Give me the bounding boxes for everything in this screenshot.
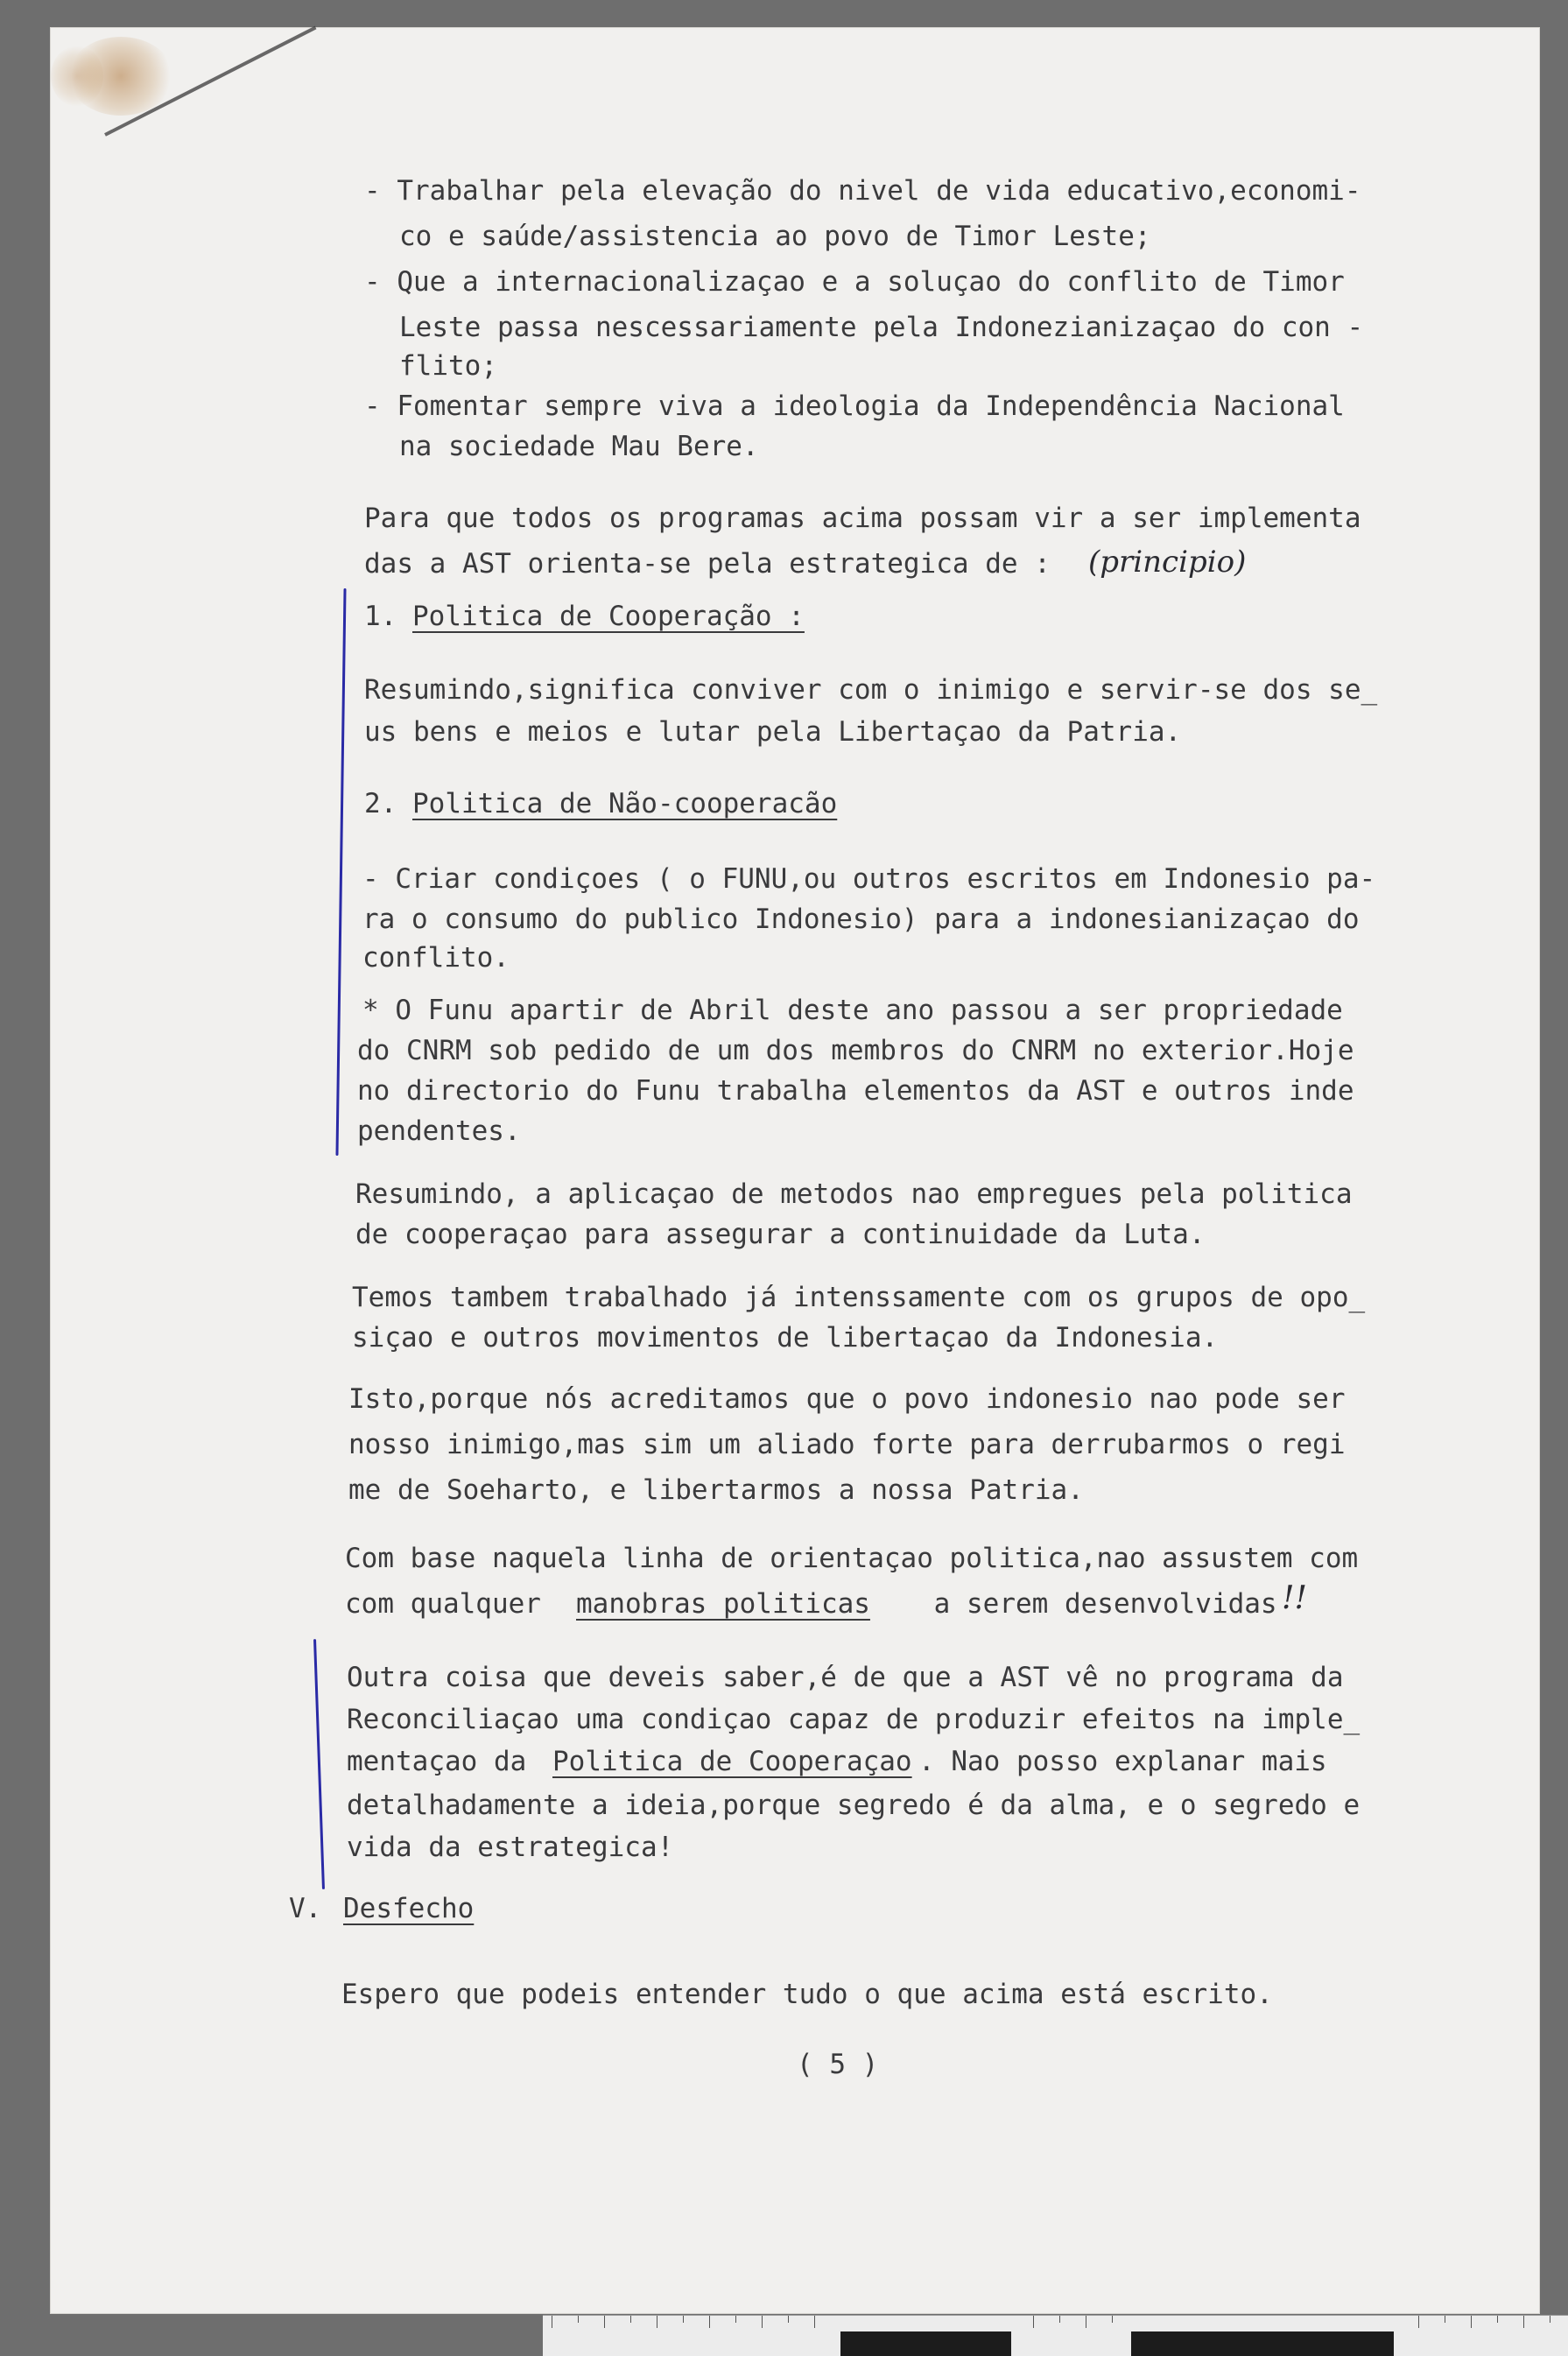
document-page bbox=[51, 28, 1539, 2313]
text-line: - Criar condiçoes ( o FUNU,ou outros escritos em Indonesio pa- bbox=[362, 863, 1376, 895]
text-line: Resumindo,significa conviver com o inimigo e servir-se dos se_ bbox=[364, 674, 1378, 706]
margin-note: (principio) bbox=[1088, 545, 1247, 580]
text-line: me de Soeharto, e libertarmos a nossa Patria. bbox=[348, 1474, 1084, 1506]
page-number: ( 5 ) bbox=[797, 2049, 879, 2080]
text-line: mentaçao da bbox=[347, 1746, 543, 1777]
text-line: Temos tambem trabalhado já intenssamente com os grupos de opo_ bbox=[352, 1282, 1366, 1313]
text-line: - Fomentar sempre viva a ideologia da Independência Nacional bbox=[364, 390, 1345, 422]
text-line: ra o consumo do publico Indonesio) para a indonesianizaçao do bbox=[362, 904, 1360, 935]
typed-text bbox=[51, 28, 1539, 2313]
text-line: flito; bbox=[399, 350, 497, 382]
text-line: Espero que podeis entender tudo o que acima está escrito. bbox=[341, 1979, 1273, 2010]
ruler-block bbox=[840, 2331, 1011, 2356]
text-line: de cooperaçao para assegurar a continuidade da Luta. bbox=[355, 1219, 1206, 1250]
text-line: us bens e meios e lutar pela Libertaçao da Patria. bbox=[364, 716, 1182, 748]
text-line: pendentes. bbox=[357, 1115, 521, 1147]
text-line: do CNRM sob pedido de um dos membros do CNRM no exterior.Hoje bbox=[357, 1035, 1354, 1066]
underlined-phrase: Politica de Cooperaçao bbox=[552, 1746, 912, 1777]
text-line: Leste passa nescessariamente pela Indonezianizaçao do con - bbox=[399, 312, 1364, 343]
handwritten-exclamation: !! bbox=[1282, 1580, 1307, 1616]
ruler-block bbox=[1131, 2331, 1394, 2356]
text-line: com qualquer bbox=[345, 1588, 558, 1620]
text-line: Com base naquela linha de orientaçao politica,nao assustem com bbox=[345, 1543, 1359, 1574]
text-line: a serem desenvolvidas bbox=[918, 1588, 1277, 1620]
section-heading: Politica de Cooperação : bbox=[412, 601, 805, 632]
text-line: vida da estrategica! bbox=[347, 1832, 674, 1863]
text-line: na sociedade Mau Bere. bbox=[399, 431, 759, 462]
text-line: co e saúde/assistencia ao povo de Timor Leste; bbox=[399, 221, 1151, 252]
section-heading: Politica de Não-cooperacão bbox=[412, 788, 838, 819]
section-heading: Desfecho bbox=[343, 1893, 475, 1924]
text-line: - Que a internacionalizaçao e a soluçao do conflito de Timor bbox=[364, 266, 1345, 298]
text-line: Isto,porque nós acreditamos que o povo indonesio nao pode ser bbox=[348, 1383, 1346, 1415]
section-number: 1. bbox=[364, 601, 413, 632]
text-line: * O Funu apartir de Abril deste ano passou a ser propriedade bbox=[362, 995, 1343, 1026]
section-number: 2. bbox=[364, 788, 413, 819]
text-line: siçao e outros movimentos de libertaçao da Indonesia. bbox=[352, 1322, 1219, 1354]
text-line: Outra coisa que deveis saber,é de que a AST vê no programa da bbox=[347, 1662, 1344, 1693]
text-line: conflito. bbox=[362, 942, 510, 974]
underlined-phrase: manobras politicas bbox=[576, 1588, 870, 1620]
section-number: V. bbox=[289, 1893, 338, 1924]
text-line: no directorio do Funu trabalha elementos da AST e outros inde bbox=[357, 1075, 1354, 1107]
text-line: Reconciliaçao uma condiçao capaz de produzir efeitos na imple_ bbox=[347, 1704, 1361, 1735]
text-line: - Trabalhar pela elevação do nivel de vida educativo,economi- bbox=[364, 175, 1361, 207]
text-line: das a AST orienta-se pela estrategica de : bbox=[364, 548, 1051, 580]
scale-ruler bbox=[543, 2315, 1568, 2356]
text-line: Para que todos os programas acima possam vir a ser implementa bbox=[364, 503, 1361, 534]
text-line: . Nao posso explanar mais bbox=[918, 1746, 1327, 1777]
text-line: Resumindo, a aplicaçao de metodos nao empregues pela politica bbox=[355, 1178, 1353, 1210]
text-line: nosso inimigo,mas sim um aliado forte para derrubarmos o regi bbox=[348, 1429, 1346, 1460]
text-line: detalhadamente a ideia,porque segredo é da alma, e o segredo e bbox=[347, 1790, 1361, 1821]
